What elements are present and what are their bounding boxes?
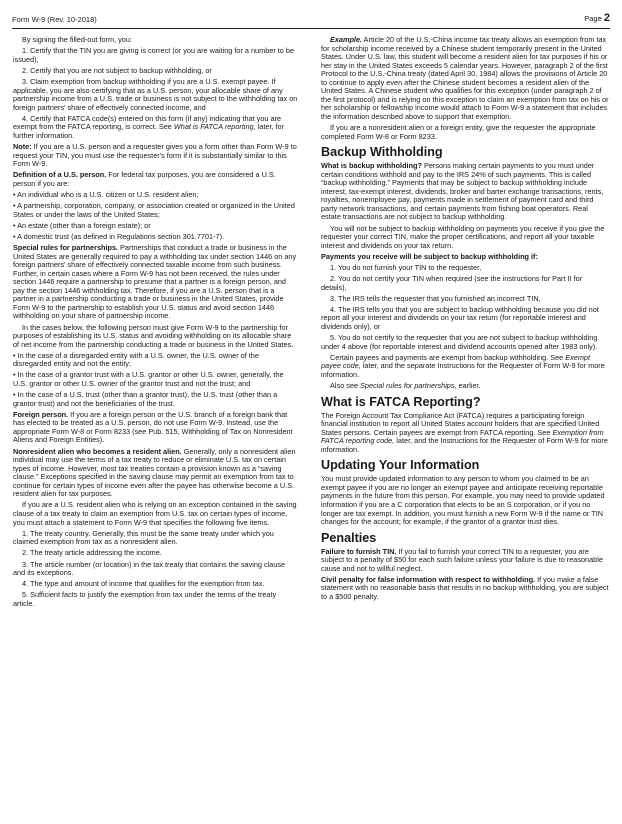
- page-number: [584, 12, 610, 24]
- definition-paragraph: [13, 171, 299, 188]
- foreign-person-paragraph: [13, 411, 299, 445]
- us-person-bullet-4: • A domestic trust (as defined in Regulations section 301.7701-7).: [13, 231, 225, 241]
- case-bullet-2: • In the case of a grantor trust with a U.S. grantor or other U.S. owner, generally, the U.S. grantor or other U.S. owner of the grantor trust and not the trust; and: [13, 370, 284, 388]
- backup-item-1: 1. You do not furnish your TIN to the requester,: [330, 262, 482, 272]
- failure-tin-label: Failure to furnish TIN.: [321, 546, 397, 556]
- cases-intro: In the cases below, the following person must give Form W-9 to the partnership for purposes of establishing its U.S. status and avoiding withholding on its allocable share of net income from the partnership conducting a trade or business in the United States.: [13, 322, 294, 349]
- backup-item-5: 5. You do not certify to the requester that you are not subject to backup withholding under 4 above (for reportable interest and dividend accounts opened after 1983 only).: [321, 333, 598, 351]
- definition-text: For federal tax purposes, you are considered a U.S. person if you are:: [13, 170, 276, 188]
- us-person-bullet-3: • An estate (other than a foreign estate); or: [13, 220, 151, 230]
- foreign-person-label: Foreign person.: [13, 409, 69, 419]
- also-see-text: Also see: [330, 381, 361, 391]
- exempt-payees-tail: later, and the separate Instructions for the Requester of Form W-9 for more information.: [321, 361, 605, 379]
- signing-intro: By signing the filled-out form, you:: [22, 35, 132, 44]
- special-rules-text: Partnerships that conduct a trade or business in the United States are generally required to pay a withholding tax under section 1446 on any foreign partners' share of effectively connected taxable income from such business. Further, in certain cases where a Form W-9 has not been received, the rules under section 1446 require a partnership to presume that a partner is a foreign person, and pay the section 1446 withholding tax. Therefore, if you are a U.S. person that is a partner in a partnership conducting a trade or business in the United States, provide Form W-9 to the partnership to establish your U.S. status and avoid section 1446 withholding on your share of partnership income.: [13, 243, 297, 321]
- case-bullet-1: • In the case of a disregarded entity with a U.S. owner, the U.S. owner of the disregarded entity and not the entity;: [13, 350, 259, 369]
- civil-penalty-label: Civil penalty for false information with respect to withholding.: [321, 574, 536, 584]
- us-person-bullet-1: • An individual who is a U.S. citizen or U.S. resident alien;: [13, 189, 199, 199]
- fatca-heading: What is FATCA Reporting?: [321, 394, 481, 409]
- fatca-tail: later, and the Instructions for the Requester of Form W-9 for more information.: [321, 436, 608, 454]
- cert-4-tail: later, for further information.: [13, 122, 285, 140]
- fatca-text: The Foreign Account Tax Compliance Act (FATCA) requires a participating foreign financial institution to report all United States account holders that are specified United States persons. Certain payees are exempt from FATCA reporting. See: [321, 410, 600, 437]
- exempt-payee-code-link: Exempt payee code,: [321, 352, 591, 371]
- backup-item-4: 4. The IRS tells you that you are subject to backup withholding because you did not report all your interest and dividends on your tax return (for reportable interest and dividends only), or: [321, 304, 599, 332]
- fatca-paragraph: [321, 412, 609, 455]
- special-rules-paragraph: [13, 244, 299, 321]
- nonresident-paragraph: [13, 448, 299, 499]
- fatca-exemption-link: Exemption from FATCA reporting code,: [321, 427, 604, 446]
- exempt-payees-text: Certain payees and payments are exempt from backup withholding. See: [330, 352, 566, 362]
- example-paragraph: [321, 36, 609, 121]
- form-id: Form W-9 (Rev. 10-2018): [12, 15, 97, 24]
- cert-1: 1. Certify that the TIN you are giving is correct (or you are waiting for a number to be issued),: [13, 46, 295, 64]
- treaty-item-2: 2. The treaty article addressing the income.: [22, 548, 162, 558]
- what-is-backup-paragraph: [321, 162, 609, 222]
- page-number-value: 2: [603, 12, 610, 24]
- what-is-backup-text: Persons making certain payments to you must under certain conditions withhold and pay to the IRS 24% of such payments. This is called “backup withholding.” Payments that may be subject to backup withholding include interest, tax-exempt interest, dividends, broker and barter exchange transactions, rents, royalties, nonemployee pay, payments made in settlement of payment card and third party network transactions, and certain payments from fishing boat operators. Real estate transactions are not subject to backup withholding.: [321, 161, 604, 222]
- special-rules-link: Special rules for partnerships,: [360, 381, 457, 391]
- failure-tin-paragraph: [321, 548, 609, 574]
- case-bullet-3: • In the case of a U.S. trust (other than a grantor trust), the U.S. trust (other than a grantor trust) and not the beneficiaries of the trust.: [13, 390, 278, 408]
- left-column: [13, 36, 299, 611]
- resident-intro: If you are a U.S. resident alien who is relying on an exception contained in the saving clause of a tax treaty to claim an exemption from U.S. tax on certain types of income, you must attach a statement to Form W-9 that specifies the following five items.: [13, 500, 297, 527]
- example-label: Example.: [330, 35, 363, 44]
- definition-label: Definition of a U.S. person.: [13, 170, 107, 180]
- nonresident-entity-paragraph: If you are a nonresident alien or a foreign entity, give the requester the appropriate completed Form W-8 or Form 8233.: [321, 123, 596, 141]
- cert-3: 3. Claim exemption from backup withholding if you are a U.S. exempt payee. If applicable, you are also certifying that as a U.S. person, your allocable share of any partnership income from a U.S. trade or business is not subject to the withholding tax on foreign partners' share of effectively connected income, and: [13, 76, 298, 112]
- updating-paragraph: You must provide updated information to any person to whom you claimed to be an exempt payee if you are no longer an exempt payee and anticipate receiving reportable payments in the future from this person. For example, you may need to provide updated information if you are a C corporation that elects to be an S corporation, or if you no longer are tax exempt. In addition, you must furnish a new Form W-9 if the name or TIN changes for the account; for example, if the grantor of a grantor trust dies.: [321, 474, 605, 527]
- exempt-payees-paragraph: [321, 354, 609, 380]
- penalties-heading: Penalties: [321, 530, 377, 545]
- backup-item-3: 3. The IRS tells the requester that you furnished an incorrect TIN,: [330, 293, 541, 303]
- special-rules-label: Special rules for partnerships.: [13, 243, 119, 253]
- treaty-item-5: 5. Sufficient facts to justify the exemption from tax under the terms of the treaty article.: [13, 590, 277, 608]
- payments-subject-label: Payments you receive will be subject to backup withholding if:: [321, 251, 538, 261]
- treaty-item-3: 3. The article number (or location) in the tax treaty that contains the saving clause and its exceptions.: [13, 559, 286, 578]
- civil-penalty-paragraph: [321, 576, 609, 602]
- nonresident-text: Generally, only a nonresident alien individual may use the terms of a tax treaty to reduce or eliminate U.S. tax on certain types of income. However, most tax treaties contain a provision known as a “saving clause.” Exceptions specified in the saving clause may permit an exemption from tax to continue for certain types of income even after the payee has otherwise become a U.S. resident alien for tax purposes.: [13, 446, 296, 499]
- cert-4-text: 4. Certify that FATCA code(s) entered on this form (if any) indicating that you are exempt from the FATCA reporting, is correct. See: [13, 113, 282, 132]
- treaty-item-1: 1. The treaty country. Generally, this must be the same treaty under which you claimed exemption from tax as a nonresident alien.: [13, 528, 274, 547]
- failure-tin-text: If you fail to furnish your correct TIN to a requester, you are subject to a penalty of $50 for each such failure unless your failure is due to reasonable cause and not to willful neglect.: [321, 546, 603, 573]
- not-subject-paragraph: You will not be subject to backup withholding on payments you receive if you give the requester your correct TIN, make the proper certifications, and report all your taxable interest and dividends on your tax return.: [321, 223, 605, 250]
- page-label: Page: [584, 14, 602, 23]
- note-text: If you are a U.S. person and a requester gives you a form other than Form W-9 to request your TIN, you must use the requester's form if it is substantially similar to this Form W-9.: [13, 141, 297, 169]
- what-is-backup-label: What is backup withholding?: [321, 161, 422, 171]
- fatca-reporting-link: What is FATCA reporting,: [173, 122, 256, 132]
- updating-heading: Updating Your Information: [321, 458, 480, 473]
- backup-withholding-heading: Backup Withholding: [321, 145, 443, 160]
- cert-2: 2. Certify that you are not subject to backup withholding, or: [22, 65, 212, 75]
- foreign-person-text: If you are a foreign person or the U.S. branch of a foreign bank that has elected to be treated as a U.S. person, do not use Form W-9. Instead, use the appropriate Form W-8 or Form 8233 (see Pub. 515, Withholding of Tax on Nonresident Aliens and Foreign Entities).: [13, 409, 293, 445]
- cert-4: [13, 115, 299, 141]
- also-see-paragraph: [321, 382, 609, 391]
- example-text: Article 20 of the U.S.-China income tax treaty allows an exemption from tax for scholarship income received by a Chinese student temporarily present in the United States. Under U.S. law, this student will become a resident alien for tax purposes if his or her stay in the United States exceeds 5 calendar years. However, paragraph 2 of the first Protocol to the U.S.-China treaty (dated April 30, 1984) allows the provisions of Article 20 to continue to apply even after the Chinese student becomes a resident alien of the United States. A Chinese student who qualifies for this exception (under paragraph 2 of the first protocol) and is relying on this exception to claim an exemption from tax on his or her scholarship or fellowship income would attach to Form W-9 a statement that includes the information described above to support that exemption.: [321, 35, 609, 121]
- nonresident-label: Nonresident alien who becomes a resident alien.: [13, 446, 182, 456]
- right-column: [321, 36, 609, 604]
- note-label: Note:: [13, 141, 32, 151]
- treaty-item-4: 4. The type and amount of income that qualifies for the exemption from tax.: [22, 579, 265, 589]
- page-header: [12, 8, 610, 29]
- us-person-bullet-2: • A partnership, corporation, company, or association created or organized in the United States or under the laws of the United States;: [13, 201, 295, 219]
- also-see-tail: earlier.: [456, 381, 481, 391]
- backup-item-2: 2. You do not certify your TIN when required (see the instructions for Part II for details),: [321, 274, 583, 292]
- civil-penalty-text: If you make a false statement with no reasonable basis that results in no backup withholding, you are subject to a $500 penalty.: [321, 574, 609, 601]
- note-paragraph: [13, 143, 299, 169]
